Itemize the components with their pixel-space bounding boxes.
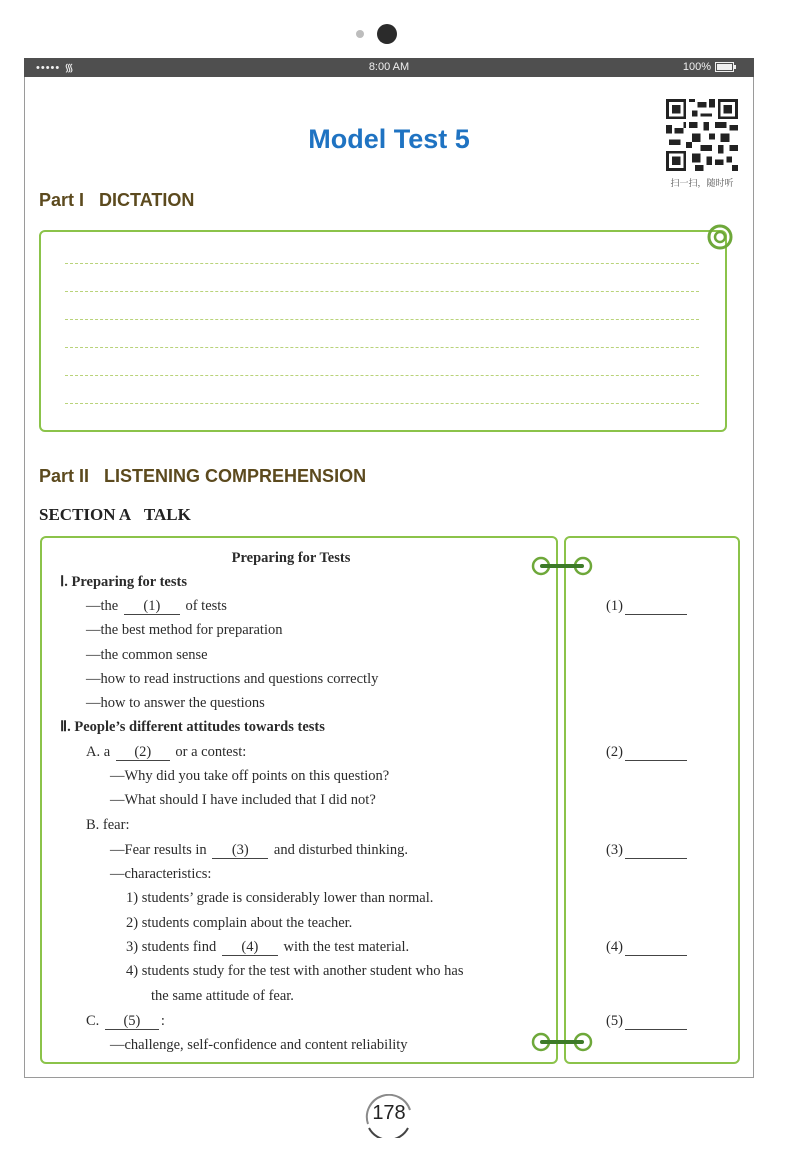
dictation-line: [65, 291, 699, 292]
page-number: 178: [372, 1102, 406, 1124]
page-indicator-dot: [356, 30, 364, 38]
dictation-line: [65, 347, 699, 348]
dictation-box[interactable]: [39, 230, 727, 432]
page-indicator-dot-active: [377, 24, 397, 44]
dictation-line: [65, 375, 699, 376]
outline-item-b-c2: 2) students complain about the teacher.: [126, 915, 353, 931]
part1-heading: [39, 190, 194, 211]
battery-icon: [715, 62, 734, 72]
page-title: Model Test 5: [308, 124, 470, 154]
blank-2[interactable]: (2): [116, 745, 170, 761]
qr-code-icon[interactable]: [666, 99, 738, 171]
part1-number: Part I: [39, 190, 85, 210]
blank-1[interactable]: (1): [124, 599, 180, 615]
outline-item-c-item: —challenge, self-confidence and content reliability: [110, 1037, 408, 1053]
answer-1-line[interactable]: [625, 600, 687, 615]
battery-percent: 100%: [682, 61, 711, 73]
qr-caption: 扫一扫，随时听: [670, 179, 734, 189]
part2-heading: [39, 466, 366, 487]
outline-item-b-char: —characteristics:: [110, 866, 212, 882]
outline-item-1: —the (1) of tests: [86, 598, 227, 614]
outline-heading-1: Ⅰ. Preparing for tests: [60, 574, 187, 590]
outline-item-2: —the best method for preparation: [86, 622, 283, 638]
outline-item-4: —how to read instructions and questions correctly: [86, 671, 379, 687]
section-a-label: SECTION A: [39, 505, 132, 524]
answer-4-line[interactable]: [625, 941, 687, 956]
binder-ring-icon: [703, 222, 739, 252]
answer-3[interactable]: (3): [606, 842, 687, 859]
outline-item-b-c3: 3) students find (4) with the test material.: [126, 939, 410, 955]
part1-title: DICTATION: [99, 190, 195, 210]
part2-number: Part II: [39, 466, 90, 486]
status-bar: [24, 58, 754, 77]
battery-status: [683, 61, 734, 73]
answer-5[interactable]: (5): [606, 1013, 687, 1030]
outline-item-c: C. (5) :: [86, 1013, 165, 1029]
section-a-heading: [39, 505, 191, 525]
answer-2[interactable]: (2): [606, 744, 687, 761]
blank-5[interactable]: (5): [105, 1014, 159, 1030]
answer-2-line[interactable]: [625, 746, 687, 761]
answer-5-line[interactable]: [625, 1015, 687, 1030]
outline-heading-2: Ⅱ. People’s different attitudes towards tests: [60, 719, 325, 735]
dictation-line: [65, 403, 699, 404]
answer-box[interactable]: [564, 536, 740, 1064]
outline-item-a-q2: —What should I have included that I did not?: [110, 792, 376, 808]
blank-3[interactable]: (3): [212, 843, 268, 859]
part2-title: LISTENING COMPREHENSION: [104, 466, 367, 486]
answer-3-line[interactable]: [625, 844, 687, 859]
outline-item-a: A. a (2) or a contest:: [86, 744, 247, 760]
talk-title: Preparing for Tests: [231, 550, 351, 566]
outline-item-b: B. fear:: [86, 817, 130, 833]
page-number-badge: [360, 1094, 418, 1138]
answer-1[interactable]: (1): [606, 598, 687, 615]
outline-item-b-fear: —Fear results in (3) and disturbed thinking.: [110, 842, 409, 858]
outline-item-b-c4-cont: the same attitude of fear.: [151, 988, 294, 1004]
answer-4[interactable]: (4): [606, 939, 687, 956]
dictation-line: [65, 263, 699, 264]
outline-item-a-q1: —Why did you take off points on this question?: [110, 768, 390, 784]
binder-clip-icon: [530, 1031, 594, 1053]
status-time: 8:00 AM: [368, 61, 410, 73]
wifi-icon: ᯾: [64, 62, 75, 74]
dictation-line: [65, 319, 699, 320]
outline-item-3: —the common sense: [86, 647, 208, 663]
outline-item-b-c1: 1) students’ grade is considerably lower than normal.: [126, 890, 434, 906]
outline-item-b-c4: 4) students study for the test with another student who has: [126, 963, 464, 979]
blank-4[interactable]: (4): [222, 940, 278, 956]
section-a-title: TALK: [143, 505, 191, 524]
signal-icon: ••••• ᯾: [36, 62, 75, 74]
outline-item-5: —how to answer the questions: [86, 695, 265, 711]
